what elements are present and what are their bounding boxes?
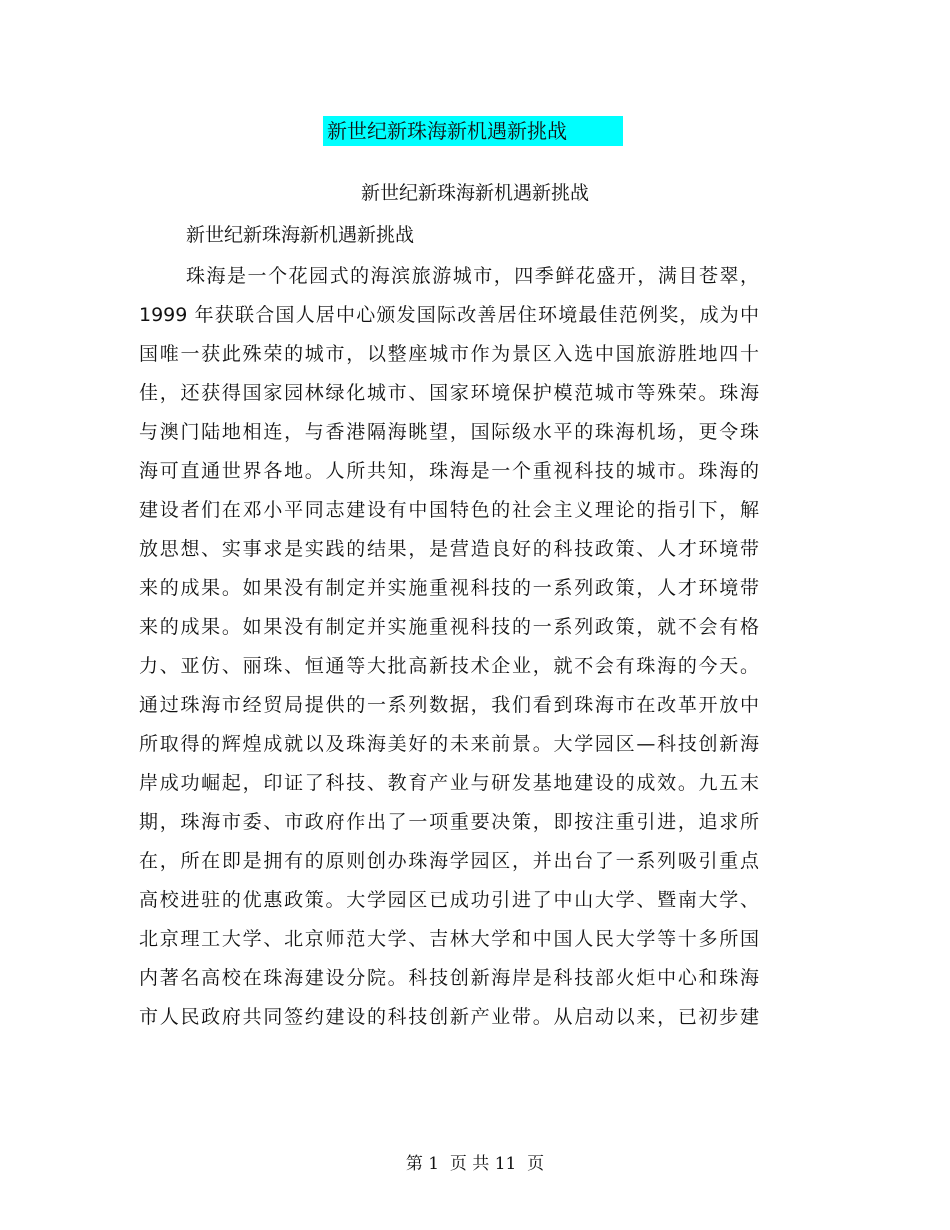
- paragraph-line: 来的成果。如果没有制定并实施重视科技的一系列政策，人才环境带: [139, 577, 759, 599]
- paragraph-line: 在，所在即是拥有的原则创办珠海学园区，并出台了一系列吸引重点: [139, 850, 759, 872]
- paragraph-line: 期，珠海市委、市政府作出了一项重要决策，即按注重引进，追求所: [139, 811, 759, 833]
- paragraph-line: 力、亚仿、丽珠、恒通等大批高新技术企业，就不会有珠海的今天。: [139, 655, 759, 677]
- paragraph-line: 放思想、实事求是实践的结果，是营造良好的科技政策、人才环境带: [139, 538, 759, 560]
- paragraph-line: 建设者们在邓小平同志建设有中国特色的社会主义理论的指引下，解: [139, 499, 759, 521]
- paragraph-line: 佳，还获得国家园林绿化城市、国家环境保护模范城市等殊荣。珠海: [139, 382, 759, 404]
- paragraph-line: 内著名高校在珠海建设分院。科技创新海岸是科技部火炬中心和珠海: [139, 967, 759, 989]
- paragraph-line: 国唯一获此殊荣的城市，以整座城市作为景区入选中国旅游胜地四十: [139, 343, 759, 365]
- document-title: 新世纪新珠海新机遇新挑战: [323, 116, 623, 146]
- paragraph-line: 市人民政府共同签约建设的科技创新产业带。从启动以来，已初步建: [139, 1006, 759, 1028]
- paragraph-line: 1999 年获联合国人居中心颁发国际改善居住环境最佳范例奖，成为中: [139, 304, 759, 326]
- paragraph-line: 所取得的辉煌成就以及珠海美好的未来前景。大学园区—科技创新海: [139, 733, 759, 755]
- paragraph-line: 海可直通世界各地。人所共知，珠海是一个重视科技的城市。珠海的: [139, 460, 759, 482]
- document-subtitle: 新世纪新珠海新机遇新挑战: [360, 182, 589, 204]
- paragraph-line: 高校进驻的优惠政策。大学园区已成功引进了中山大学、暨南大学、: [139, 889, 759, 911]
- paragraph-line: 北京理工大学、北京师范大学、吉林大学和中国人民大学等十多所国: [139, 928, 759, 950]
- body-paragraph: [139, 257, 759, 1037]
- paragraph-line: 珠海是一个花园式的海滨旅游城市，四季鲜花盛开，满目苍翠，: [186, 265, 759, 287]
- page-number-footer: 第 1 页 共 11 页: [405, 1154, 545, 1174]
- paragraph-line: 通过珠海市经贸局提供的一系列数据，我们看到珠海市在改革开放中: [139, 694, 759, 716]
- paragraph-line: 来的成果。如果没有制定并实施重视科技的一系列政策，就不会有格: [139, 616, 759, 638]
- document-lead-heading: 新世纪新珠海新机遇新挑战: [186, 224, 415, 246]
- paragraph-line: 与澳门陆地相连，与香港隔海眺望，国际级水平的珠海机场，更令珠: [139, 421, 759, 443]
- paragraph-line: 岸成功崛起，印证了科技、教育产业与研发基地建设的成效。九五末: [139, 772, 759, 794]
